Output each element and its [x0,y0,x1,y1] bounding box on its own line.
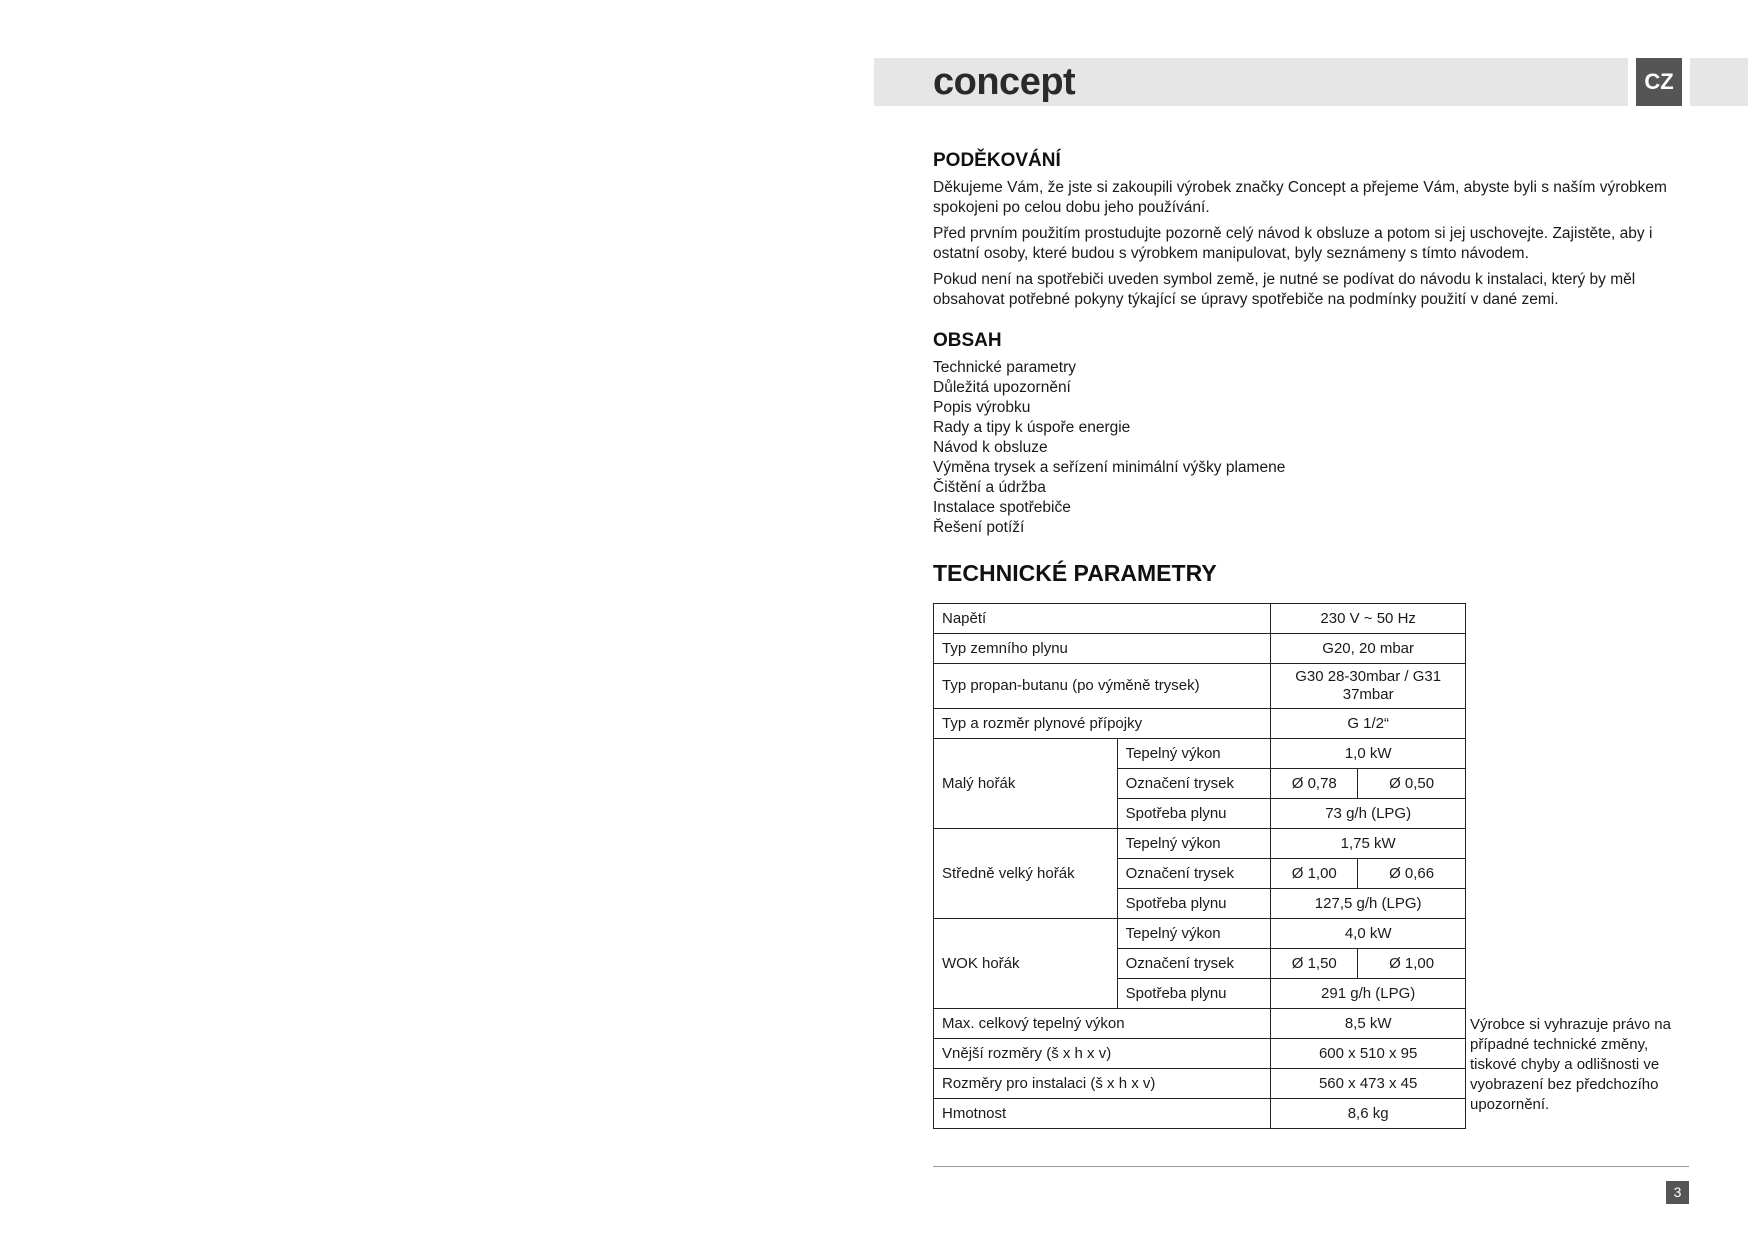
burner-nozzle-label: Označení trysek [1117,769,1271,799]
burner-nozzle-a: Ø 0,78 [1271,769,1358,799]
lpg-label: Typ propan-butanu (po výměně trysek) [934,664,1271,709]
burner-nozzle-a: Ø 1,00 [1271,859,1358,889]
burner-name: Malý hořák [934,739,1118,829]
table-row [934,1099,1466,1129]
burner-name: WOK hořák [934,919,1118,1009]
table-row [934,829,1466,859]
burner-nozzle-b: Ø 1,00 [1358,949,1466,979]
thanks-title: PODĚKOVÁNÍ [933,150,1061,171]
contents-item: Důležitá upozornění [933,379,1071,396]
footer-divider [933,1166,1689,1167]
burner-power-value: 4,0 kW [1271,919,1466,949]
burner-power-value: 1,0 kW [1271,739,1466,769]
outer-dims-label: Vnější rozměry (š x h x v) [934,1039,1271,1069]
contents-item: Návod k obsluze [933,439,1048,456]
burner-nozzle-b: Ø 0,50 [1358,769,1466,799]
contents-item: Rady a tipy k úspoře energie [933,419,1131,436]
outer-dims-value: 600 x 510 x 95 [1271,1039,1466,1069]
contents-list [933,358,1668,538]
table-row [934,664,1466,709]
table-row [934,604,1466,634]
brand-logo: concept [933,61,1076,103]
install-dims-label: Rozměry pro instalaci (š x h x v) [934,1069,1271,1099]
burner-power-value: 1,75 kW [1271,829,1466,859]
voltage-value: 230 V ~ 50 Hz [1271,604,1466,634]
contents-title: OBSAH [933,330,1002,351]
burner-nozzle-b: Ø 0,66 [1358,859,1466,889]
thanks-paragraph-1: Děkujeme Vám, že jste si zakoupili výrobek značky Concept a přejeme Vám, abyste byli s naším výrobkem spokojeni po celou dobu jeho používání. [933,179,1667,216]
burner-consumption-value: 127,5 g/h (LPG) [1271,889,1466,919]
table-row [934,919,1466,949]
burner-consumption-value: 73 g/h (LPG) [1271,799,1466,829]
contents-item: Popis výrobku [933,399,1031,416]
table-row [934,1039,1466,1069]
burner-consumption-label: Spotřeba plynu [1117,979,1271,1009]
connection-label: Typ a rozměr plynové přípojky [934,709,1271,739]
contents-item: Instalace spotřebiče [933,499,1071,516]
language-badge: CZ [1636,58,1682,106]
burner-name: Středně velký hořák [934,829,1118,919]
table-row [934,709,1466,739]
lpg-value: G30 28-30mbar / G31 37mbar [1271,664,1466,709]
table-row [934,634,1466,664]
burner-nozzle-label: Označení trysek [1117,859,1271,889]
burner-power-label: Tepelný výkon [1117,829,1271,859]
contents-item: Technické parametry [933,359,1077,376]
install-dims-value: 560 x 473 x 45 [1271,1069,1466,1099]
contents-item: Řešení potíží [933,519,1025,536]
tech-params-table [933,603,1466,1129]
burner-power-label: Tepelný výkon [1117,919,1271,949]
table-row [934,1069,1466,1099]
contents-item: Výměna trysek a seřízení minimální výšky plamene [933,459,1286,476]
natural-gas-label: Typ zemního plynu [934,634,1271,664]
tech-params-title: TECHNICKÉ PARAMETRY [933,560,1217,586]
burner-consumption-value: 291 g/h (LPG) [1271,979,1466,1009]
thanks-paragraph-2: Před prvním použitím prostudujte pozorně celý návod k obsluze a potom si jej uschovejte. Zajistěte, aby i ostatní osoby, které budou s výrobkem manipulovat, byly seznámeny s tímto návodem. [933,225,1653,262]
header-bar-end [1690,58,1748,106]
thanks-paragraph-3: Pokud není na spotřebiči uveden symbol země, je nutné se podívat do návodu k instalaci, který by měl obsahovat potřebné pokyny týkající se úpravy spotřebiče na podmínky použití v dané zemi. [933,271,1636,308]
voltage-label: Napětí [934,604,1271,634]
table-row [934,739,1466,769]
disclaimer-note: Výrobce si vyhrazuje právo na případné technické změny, tiskové chyby a odlišnosti ve vyobrazení bez předchozího upozornění. [1470,1016,1671,1113]
natural-gas-value: G20, 20 mbar [1271,634,1466,664]
max-power-value: 8,5 kW [1271,1009,1466,1039]
connection-value: G 1/2“ [1271,709,1466,739]
weight-value: 8,6 kg [1271,1099,1466,1129]
burner-consumption-label: Spotřeba plynu [1117,799,1271,829]
page-number: 3 [1666,1181,1689,1204]
max-power-label: Max. celkový tepelný výkon [934,1009,1271,1039]
main-content [933,150,1668,587]
burner-consumption-label: Spotřeba plynu [1117,889,1271,919]
weight-label: Hmotnost [934,1099,1271,1129]
burner-power-label: Tepelný výkon [1117,739,1271,769]
burner-nozzle-label: Označení trysek [1117,949,1271,979]
burner-nozzle-a: Ø 1,50 [1271,949,1358,979]
contents-item: Čištění a údržba [933,479,1046,496]
table-row [934,1009,1466,1039]
